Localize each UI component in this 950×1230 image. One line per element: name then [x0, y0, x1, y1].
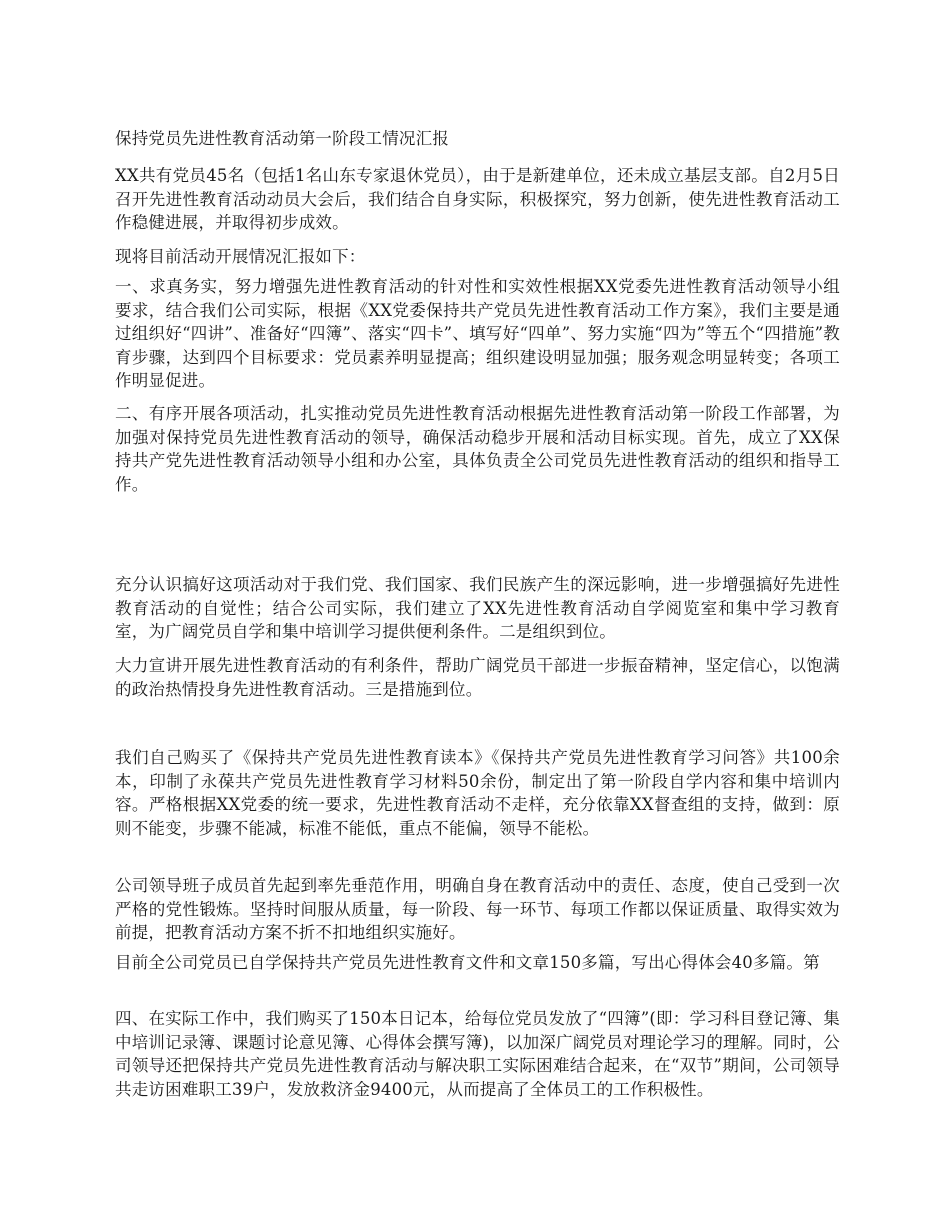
paragraph-materials: 我们自己购买了《保持共产党员先进性教育读本》《保持共产党员先进性教育学习问答》共100余本，印制了永葆共产党员先进性教育学习材料50余份，制定出了第一阶段自学内容和集中培训内容。严格根据XX党委的统一要求，先进性教育活动不走样，充分依靠XX督查组的支持，做到：原则不能变，步骤不能减，标准不能低，重点不能偏，领导不能松。	[115, 748, 840, 838]
paragraph-report-lead: 现将目前活动开展情况汇报如下：	[115, 247, 366, 266]
paragraph-progress: 目前全公司党员已自学保持共产党员先进性教育文件和文章150多篇，写出心得体会40多篇。第	[115, 953, 820, 972]
paragraph-intro: XX共有党员45名（包括1名山东专家退休党员），由于是新建单位，还未成立基层支部。自2月5日召开先进性教育活动动员大会后，我们结合自身实际，积极探究，努力创新，使先进性教育活动工作稳健进展，并取得初步成效。	[115, 166, 840, 232]
paragraph-section-one: 一、求真务实，努力增强先进性教育活动的针对性和实效性根据XX党委先进性教育活动领导小组要求，结合我们公司实际，根据《XX党委保持共产党员先进性教育活动工作方案》，我们主要是通过组织好“四讲”、准备好“四簿”、落实“四卡”、填写好“四单”、努力实施“四为”等五个“四措施”教育步骤，达到四个目标要求：党员素养明显提高；组织建设明显加强；服务观念明显转变；各项工作明显促进。	[115, 277, 840, 390]
document-title: 保持党员先进性教育活动第一阶段工情况汇报	[115, 129, 449, 148]
paragraph-section-two: 二、有序开展各项活动，扎实推动党员先进性教育活动根据先进性教育活动第一阶段工作部署，为加强对保持党员先进性教育活动的领导，确保活动稳步开展和活动目标实现。首先，成立了XX保持共产党先进性教育活动领导小组和办公室，具体负责全公司党员先进性教育活动的组织和指导工作。	[115, 404, 840, 494]
paragraph-publicity: 大力宣讲开展先进性教育活动的有利条件，帮助广阔党员干部进一步振奋精神，坚定信心，以饱满的政治热情投身先进性教育活动。三是措施到位。	[115, 656, 840, 699]
paragraph-section-four: 四、在实际工作中，我们购买了150本日记本，给每位党员发放了“四簿”(即：学习科目登记簿、集中培训记录簿、课题讨论意见簿、心得体会撰写簿)，以加深广阔党员对理论学习的理解。同时，公司领导还把保持共产党员先进性教育活动与解决职工实际困难结合起来，在“双节”期间，公司领导共走访困难职工39户，发放救济金9400元，从而提高了全体员工的工作积极性。	[115, 1009, 840, 1099]
paragraph-leadership: 公司领导班子成员首先起到率先垂范作用，明确自身在教育活动中的责任、态度，使自己受到一次严格的党性锻炼。坚持时间服从质量，每一阶段、每一环节、每项工作都以保证质量、取得实效为前提，把教育活动方案不折不扣地组织实施好。	[115, 876, 840, 942]
paragraph-awareness: 充分认识搞好这项活动对于我们党、我们国家、我们民族产生的深远影响，进一步增强搞好先进性教育活动的自觉性；结合公司实际，我们建立了XX先进性教育活动自学阅览室和集中学习教育室，为广阔党员自学和集中培训学习提供便利条件。二是组织到位。	[115, 575, 840, 641]
